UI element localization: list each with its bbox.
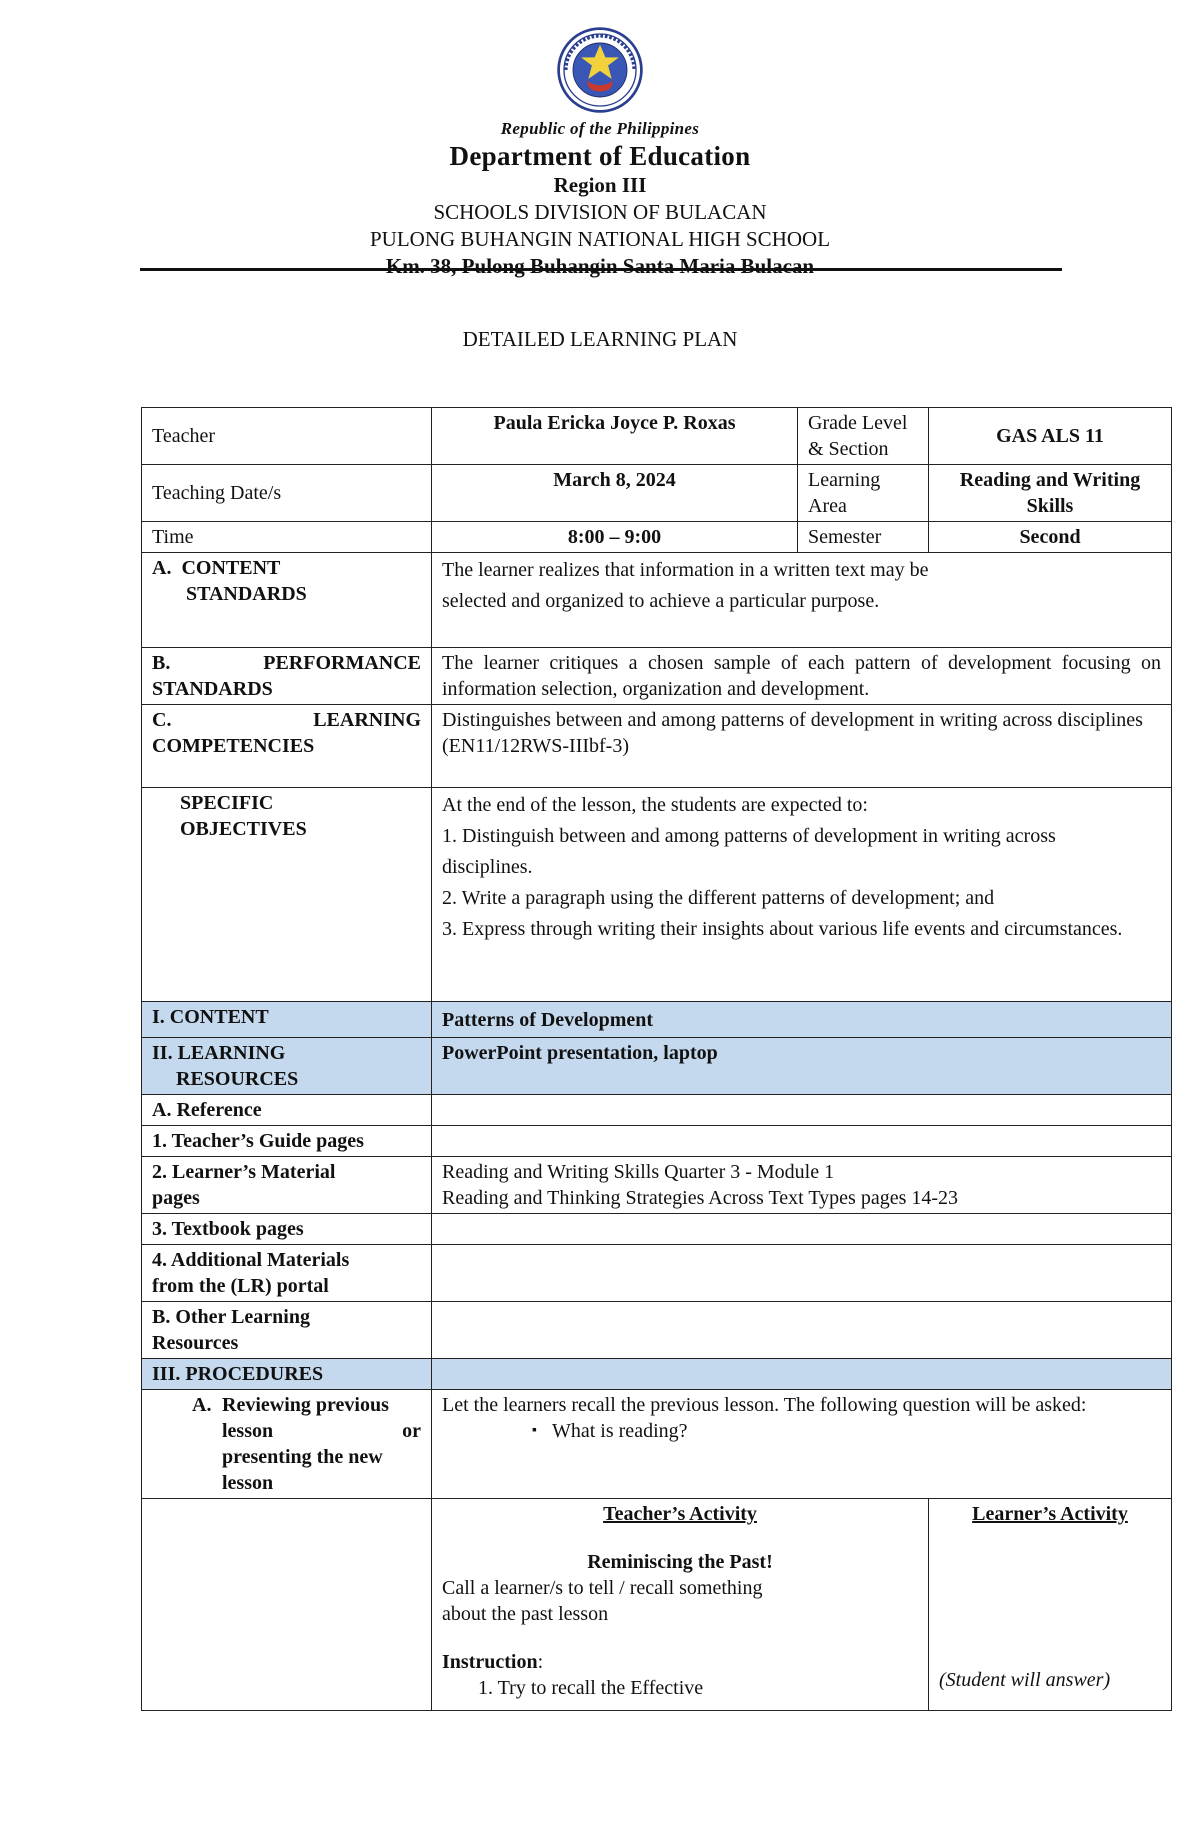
objective-item: 1. Distinguish between and among patterns of development in writing across disciplines.	[442, 825, 1056, 878]
other-resources-line1: B. Other Learning	[152, 1306, 310, 1328]
performance-standards-text: The learner critiques a chosen sample of each pattern of development focusing on information selection, organization and development.	[432, 648, 1172, 705]
teacher-activity-header: Teacher’s Activity	[603, 1503, 757, 1525]
review-line4: lesson	[222, 1472, 274, 1494]
learners-material-value-line1: Reading and Writing Skills Quarter 3 - Module 1	[442, 1161, 835, 1183]
time-value: 8:00 – 9:00	[432, 522, 798, 553]
teachers-guide-value	[432, 1126, 1172, 1157]
review-line3: presenting the new	[222, 1446, 383, 1468]
objective-item: 2. Write a paragraph using the different patterns of development; and	[442, 887, 995, 909]
learner-activity-cell	[929, 1499, 1172, 1711]
date-value: March 8, 2024	[432, 465, 798, 522]
performance-standards-letter: B.	[152, 652, 171, 674]
textbook-row	[142, 1214, 1172, 1245]
teachers-guide-label: 1. Teacher’s Guide pages	[142, 1126, 432, 1157]
learning-competencies-row	[142, 705, 1172, 788]
learning-competencies-letter: C.	[152, 709, 172, 731]
content-standards-word: CONTENT	[181, 557, 281, 579]
teacher-label: Teacher	[142, 408, 432, 465]
review-line2b: or	[402, 1420, 421, 1442]
learning-resources-word1: II. LEARNING	[152, 1042, 286, 1064]
performance-standards-row	[142, 648, 1172, 705]
republic-text: Republic of the Philippines	[500, 119, 700, 138]
review-label	[142, 1390, 432, 1499]
learner-activity-header: Learner’s Activity	[972, 1503, 1128, 1525]
learners-material-label	[142, 1157, 432, 1214]
specific-objectives-word2: OBJECTIVES	[180, 818, 307, 840]
learning-competencies-text: Distinguishes between and among patterns of development in writing across disciplines (EN11/12RWS-IIIbf-3)	[432, 705, 1172, 788]
instruction-label: Instruction	[442, 1651, 538, 1673]
additional-materials-label	[142, 1245, 432, 1302]
content-value: Patterns of Development	[432, 1002, 1172, 1038]
other-resources-value	[432, 1302, 1172, 1359]
performance-standards-word: PERFORMANCE	[263, 652, 421, 674]
learning-competencies-word2: COMPETENCIES	[152, 735, 315, 757]
teacher-activity-cell	[432, 1499, 929, 1711]
date-row	[142, 465, 1172, 522]
other-resources-line2: Resources	[152, 1332, 239, 1354]
learner-answer: (Student will answer)	[939, 1669, 1111, 1691]
content-standards-letter: A.	[152, 557, 172, 579]
review-paragraph: Let the learners recall the previous lesson. The following question will be asked:	[442, 1394, 1087, 1416]
additional-materials-line2: from the (LR) portal	[152, 1275, 329, 1297]
specific-objectives-text	[432, 788, 1172, 1002]
deped-seal-icon	[555, 25, 645, 115]
learning-resources-label	[142, 1038, 432, 1095]
teacher-row	[142, 408, 1172, 465]
review-line2a: lesson	[222, 1420, 274, 1442]
performance-standards-label	[142, 648, 432, 705]
textbook-label: 3. Textbook pages	[142, 1214, 432, 1245]
school-address: Km. 38, Pulong Buhangin Santa Maria Bulacan	[385, 254, 815, 278]
reference-value	[432, 1095, 1172, 1126]
activity-text: Call a learner/s to tell / recall something about the past lesson	[442, 1577, 763, 1625]
content-standards-word2: STANDARDS	[186, 583, 307, 605]
other-resources-label	[142, 1302, 432, 1359]
additional-materials-row	[142, 1245, 1172, 1302]
learning-competencies-word: LEARNING	[313, 709, 421, 731]
letterhead	[140, 25, 1060, 280]
instruction-item: 1. Try to recall the Effective	[478, 1677, 704, 1699]
review-line1: Reviewing previous	[222, 1394, 389, 1416]
procedures-row	[142, 1359, 1172, 1390]
teacher-value: Paula Ericka Joyce P. Roxas	[432, 408, 798, 465]
learners-material-row	[142, 1157, 1172, 1214]
department-name: Department of Education	[449, 141, 751, 171]
date-label: Teaching Date/s	[142, 465, 432, 522]
area-label: Learning Area	[798, 465, 929, 522]
learning-competencies-label	[142, 705, 432, 788]
learning-plan-table	[141, 407, 1172, 1711]
semester-label: Semester	[798, 522, 929, 553]
reference-label: A. Reference	[142, 1095, 432, 1126]
learners-material-line1: 2. Learner’s Material	[152, 1161, 336, 1183]
review-bullet: ▪ What is reading?	[442, 1418, 1161, 1444]
additional-materials-value	[432, 1245, 1172, 1302]
other-resources-row	[142, 1302, 1172, 1359]
content-standards-text	[432, 553, 1172, 648]
learning-resources-value: PowerPoint presentation, laptop	[432, 1038, 1172, 1095]
reference-row	[142, 1095, 1172, 1126]
specific-objectives-label	[142, 788, 432, 1002]
activity-title: Reminiscing the Past!	[587, 1551, 773, 1573]
objective-item: 3. Express through writing their insights about various life events and circumstances.	[442, 918, 1123, 940]
learners-material-line2: pages	[152, 1187, 200, 1209]
review-letter: A.	[192, 1394, 212, 1416]
division-text: SCHOOLS DIVISION OF BULACAN	[433, 200, 767, 224]
grade-label: Grade Level & Section	[798, 408, 929, 465]
review-row	[142, 1390, 1172, 1499]
region-text: Region III	[553, 173, 647, 197]
performance-standards-word2: STANDARDS	[152, 678, 273, 700]
content-standards-label	[142, 553, 432, 648]
objectives-intro: At the end of the lesson, the students are expected to:	[442, 794, 868, 816]
additional-materials-line1: 4. Additional Materials	[152, 1249, 350, 1271]
specific-objectives-row	[142, 788, 1172, 1002]
time-label: Time	[142, 522, 432, 553]
textbook-value	[432, 1214, 1172, 1245]
semester-value: Second	[929, 522, 1172, 553]
learning-resources-word2: RESOURCES	[176, 1068, 299, 1090]
grade-value: GAS ALS 11	[929, 408, 1172, 465]
activity-empty-cell	[142, 1499, 432, 1711]
school-name: PULONG BUHANGIN NATIONAL HIGH SCHOOL	[369, 227, 831, 251]
header-divider	[140, 268, 1062, 271]
teachers-guide-row	[142, 1126, 1172, 1157]
document-title: DETAILED LEARNING PLAN	[462, 327, 738, 351]
instruction-colon: :	[537, 1651, 544, 1673]
content-standards-row	[142, 553, 1172, 648]
review-text	[432, 1390, 1172, 1499]
content-standards-paragraph: The learner realizes that information in a written text may be selected and organized to achieve a particular purpose.	[442, 559, 929, 612]
content-label: I. CONTENT	[142, 1002, 432, 1038]
content-row	[142, 1002, 1172, 1038]
learners-material-value-line2: Reading and Thinking Strategies Across Text Types pages 14-23	[442, 1187, 959, 1209]
area-value: Reading and Writing Skills	[929, 465, 1172, 522]
time-row	[142, 522, 1172, 553]
procedures-value	[432, 1359, 1172, 1390]
learners-material-value	[432, 1157, 1172, 1214]
learning-resources-row	[142, 1038, 1172, 1095]
specific-objectives-word1: SPECIFIC	[180, 792, 274, 814]
activity-row	[142, 1499, 1172, 1711]
procedures-label: III. PROCEDURES	[142, 1359, 432, 1390]
